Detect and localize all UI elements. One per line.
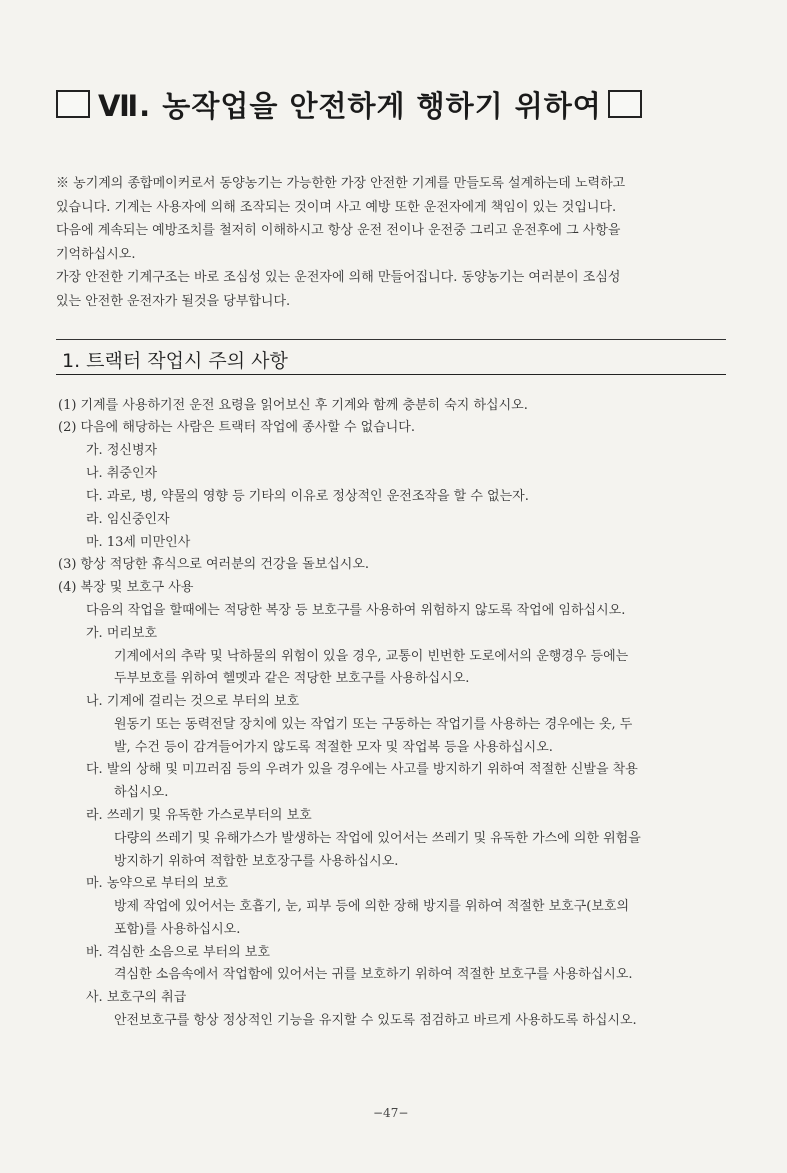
intro-line: ※ 농기계의 종합메이커로서 동양농기는 가능한한 가장 안전한 기계를 만들도록 설계하는데 노력하고 xyxy=(56,176,626,191)
list-item: 격심한 소음속에서 작업함에 있어서는 귀를 보호하기 위하여 적절한 보호구를 사용하십시오. xyxy=(114,967,633,982)
section-rule-top xyxy=(56,339,726,340)
list-item: 다음의 작업을 할때에는 적당한 복장 등 보호구를 사용하여 위험하지 않도록 작업에 임하십시오. xyxy=(86,603,626,618)
list-item: 나. 취중인자 xyxy=(86,466,158,481)
list-item: 라. 쓰레기 및 유독한 가스로부터의 보호 xyxy=(86,808,312,823)
decorative-box-left xyxy=(56,90,90,118)
chapter-heading xyxy=(56,84,726,124)
list-item: 라. 임신중인자 xyxy=(86,512,170,527)
section-rule-bottom xyxy=(56,374,726,375)
list-item: 가. 정신병자 xyxy=(86,443,158,458)
intro-line: 있는 안전한 운전자가 될것을 당부합니다. xyxy=(56,293,291,309)
list-item: 안전보호구를 항상 정상적인 기능을 유지할 수 있도록 점검하고 바르게 사용하도록 하십시오. xyxy=(114,1013,637,1028)
list-item: 하십시오. xyxy=(114,785,169,800)
list-item: 방지하기 위하여 적합한 보호장구를 사용하십시오. xyxy=(114,854,399,869)
list-item: (2) 다음에 해당하는 사람은 트랙터 작업에 종사할 수 없습니다. xyxy=(58,420,415,435)
list-item: 기계에서의 추락 및 낙하물의 위험이 있을 경우, 교통이 빈번한 도로에서의 운행경우 등에는 xyxy=(114,649,629,664)
list-item: 바. 격심한 소음으로 부터의 보호 xyxy=(86,945,270,960)
list-item: 발, 수건 등이 감겨들어가지 않도록 적절한 모자 및 작업복 등을 사용하십시오. xyxy=(114,740,553,755)
intro-line: 가장 안전한 기계구조는 바로 조심성 있는 운전자에 의해 만들어집니다. 동양농기는 여러분이 조심성 xyxy=(56,270,621,285)
intro-line: 있습니다. 기계는 사용자에 의해 조작되는 것이며 사고 예방 또한 운전자에게 책임이 있는 것입니다. xyxy=(56,199,617,215)
chapter-title: Ⅶ. 농작업을 안전하게 행하기 위하여 xyxy=(98,88,602,123)
list-item: 두부보호를 위하여 헬멧과 같은 적당한 보호구를 사용하십시오. xyxy=(114,671,470,686)
list-item: (4) 복장 및 보호구 사용 xyxy=(58,580,194,595)
list-item: 나. 기계에 걸리는 것으로 부터의 보호 xyxy=(86,694,300,709)
page-number: −47− xyxy=(373,1106,409,1120)
section-title: 1. 트랙터 작업시 주의 사항 xyxy=(62,350,288,372)
list-item: 사. 보호구의 취급 xyxy=(86,990,187,1005)
list-item: (3) 항상 적당한 휴식으로 여러분의 건강을 돌보십시오. xyxy=(58,557,370,572)
list-item: 방제 작업에 있어서는 호흡기, 눈, 피부 등에 의한 장해 방지를 위하여 적절한 보호구(보호의 xyxy=(114,899,630,914)
list-item: 마. 농약으로 부터의 보호 xyxy=(86,876,229,891)
list-item: 다량의 쓰레기 및 유해가스가 발생하는 작업에 있어서는 쓰레기 및 유독한 가스에 의한 위험을 xyxy=(114,831,641,846)
list-item: 가. 머리보호 xyxy=(86,626,158,641)
intro-line: 기억하십시오. xyxy=(56,246,136,262)
intro-paragraph xyxy=(56,172,726,313)
intro-line: 다음에 계속되는 예방조치를 철저히 이해하시고 항상 운전 전이나 운전중 그리고 운전후에 그 사항을 xyxy=(56,223,621,238)
list-item: 마. 13세 미만인사 xyxy=(86,535,191,550)
list-item: 다. 과로, 병, 약물의 영향 등 기타의 이유로 정상적인 운전조작을 할 수 없는자. xyxy=(86,489,529,504)
list-item: 포함)를 사용하십시오. xyxy=(114,922,241,937)
decorative-box-right xyxy=(608,90,642,118)
list-item: (1) 기계를 사용하기전 운전 요령을 읽어보신 후 기계와 함께 충분히 숙지 하십시오. xyxy=(58,398,528,413)
list-item: 원동기 또는 동력전달 장치에 있는 작업기 또는 구동하는 작업기를 사용하는 경우에는 옷, 두 xyxy=(114,717,633,732)
list-item: 다. 발의 상해 및 미끄러짐 등의 우려가 있을 경우에는 사고를 방지하기 위하여 적절한 신발을 착용 xyxy=(86,762,638,777)
